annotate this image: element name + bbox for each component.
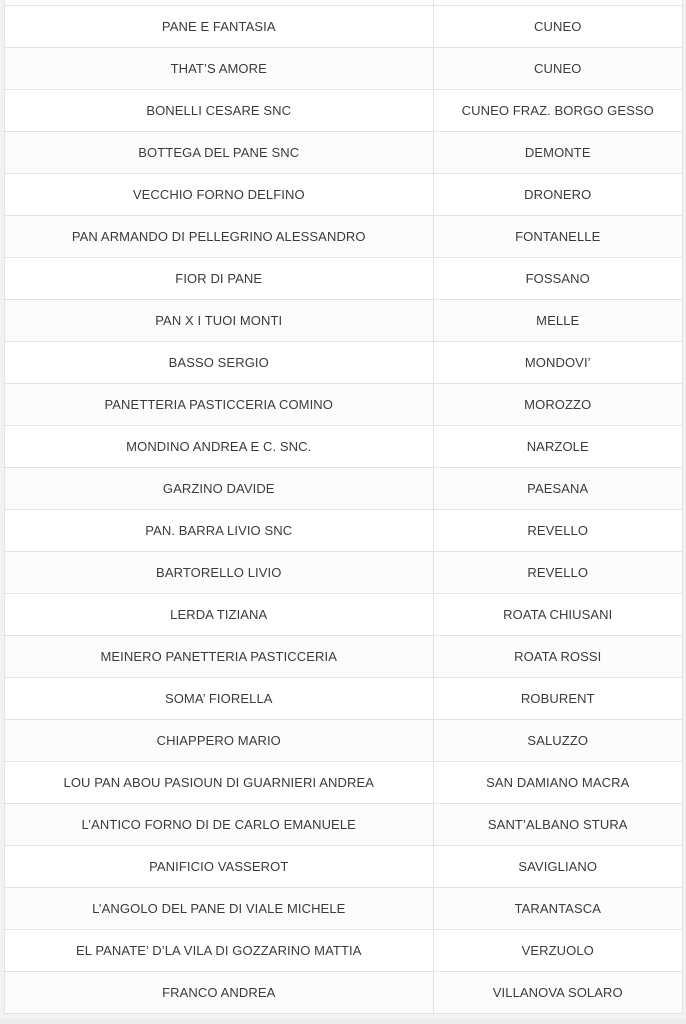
business-name-cell: MONDINO ANDREA E C. SNC. [5,426,433,468]
business-name-cell: L’ANTICO FORNO DI DE CARLO EMANUELE [5,804,433,846]
table-row [5,90,682,132]
business-name-cell: EL PANATE’ D’LA VILA DI GOZZARINO MATTIA [5,930,433,972]
business-name-cell: PAN X I TUOI MONTI [5,300,433,342]
business-name-cell: PANE E FANTASIA [5,6,433,48]
table-row [5,762,682,804]
town-cell: SAVIGLIANO [433,846,682,888]
table-row [5,720,682,762]
town-cell: MONDOVI’ [433,342,682,384]
town-cell: SANT’ALBANO STURA [433,804,682,846]
table-row [5,300,682,342]
table-row [5,510,682,552]
business-name-cell: FRANCO ANDREA [5,972,433,1014]
town-cell: VERZUOLO [433,930,682,972]
table-row [5,636,682,678]
town-cell: REVELLO [433,552,682,594]
table-row [5,174,682,216]
town-cell: CUNEO FRAZ. BORGO GESSO [433,90,682,132]
business-name-cell: BASSO SERGIO [5,342,433,384]
page-footer-strip [0,1019,686,1024]
business-name-cell: LERDA TIZIANA [5,594,433,636]
town-cell: CUNEO [433,6,682,48]
business-name-cell: PAN ARMANDO DI PELLEGRINO ALESSANDRO [5,216,433,258]
town-cell: SALUZZO [433,720,682,762]
table-row [5,888,682,930]
business-name-cell: PAN. BARRA LIVIO SNC [5,510,433,552]
town-cell: FOSSANO [433,258,682,300]
table-row [5,384,682,426]
town-cell: DRONERO [433,174,682,216]
table-row [5,216,682,258]
table-row [5,258,682,300]
business-name-cell: CHIAPPERO MARIO [5,720,433,762]
business-name-cell: PANETTERIA PASTICCERIA COMINO [5,384,433,426]
table-body [5,0,682,1014]
business-name-cell: LOU PAN ABOU PASIOUN DI GUARNIERI ANDREA [5,762,433,804]
business-name-cell: SOMA’ FIORELLA [5,678,433,720]
table-row [5,678,682,720]
town-cell: DEMONTE [433,132,682,174]
town-cell: ROATA ROSSI [433,636,682,678]
town-cell: FONTANELLE [433,216,682,258]
business-name-cell: GARZINO DAVIDE [5,468,433,510]
business-name-cell: BOTTEGA DEL PANE SNC [5,132,433,174]
business-name-cell: BONELLI CESARE SNC [5,90,433,132]
business-name-cell: MEINERO PANETTERIA PASTICCERIA [5,636,433,678]
town-cell: ROBURENT [433,678,682,720]
town-cell: MOROZZO [433,384,682,426]
town-cell: REVELLO [433,510,682,552]
table-row [5,48,682,90]
table-row [5,426,682,468]
table-row [5,342,682,384]
town-cell: VILLANOVA SOLARO [433,972,682,1014]
bakery-table [5,0,682,1014]
town-cell: CUNEO [433,48,682,90]
town-cell: TARANTASCA [433,888,682,930]
table-row [5,846,682,888]
table-row [5,804,682,846]
table-row [5,972,682,1014]
business-name-cell: PANIFICIO VASSEROT [5,846,433,888]
business-name-cell: THAT’S AMORE [5,48,433,90]
table-row [5,132,682,174]
town-cell: MELLE [433,300,682,342]
table-row [5,594,682,636]
table-row [5,552,682,594]
table-row [5,930,682,972]
business-name-cell: VECCHIO FORNO DELFINO [5,174,433,216]
town-cell: ROATA CHIUSANI [433,594,682,636]
town-cell: PAESANA [433,468,682,510]
town-cell: SAN DAMIANO MACRA [433,762,682,804]
table-row [5,468,682,510]
town-cell: NARZOLE [433,426,682,468]
business-name-cell: FIOR DI PANE [5,258,433,300]
bakery-table-container[interactable] [4,0,683,1014]
business-name-cell: BARTORELLO LIVIO [5,552,433,594]
business-name-cell: L’ANGOLO DEL PANE DI VIALE MICHELE [5,888,433,930]
table-row [5,6,682,48]
